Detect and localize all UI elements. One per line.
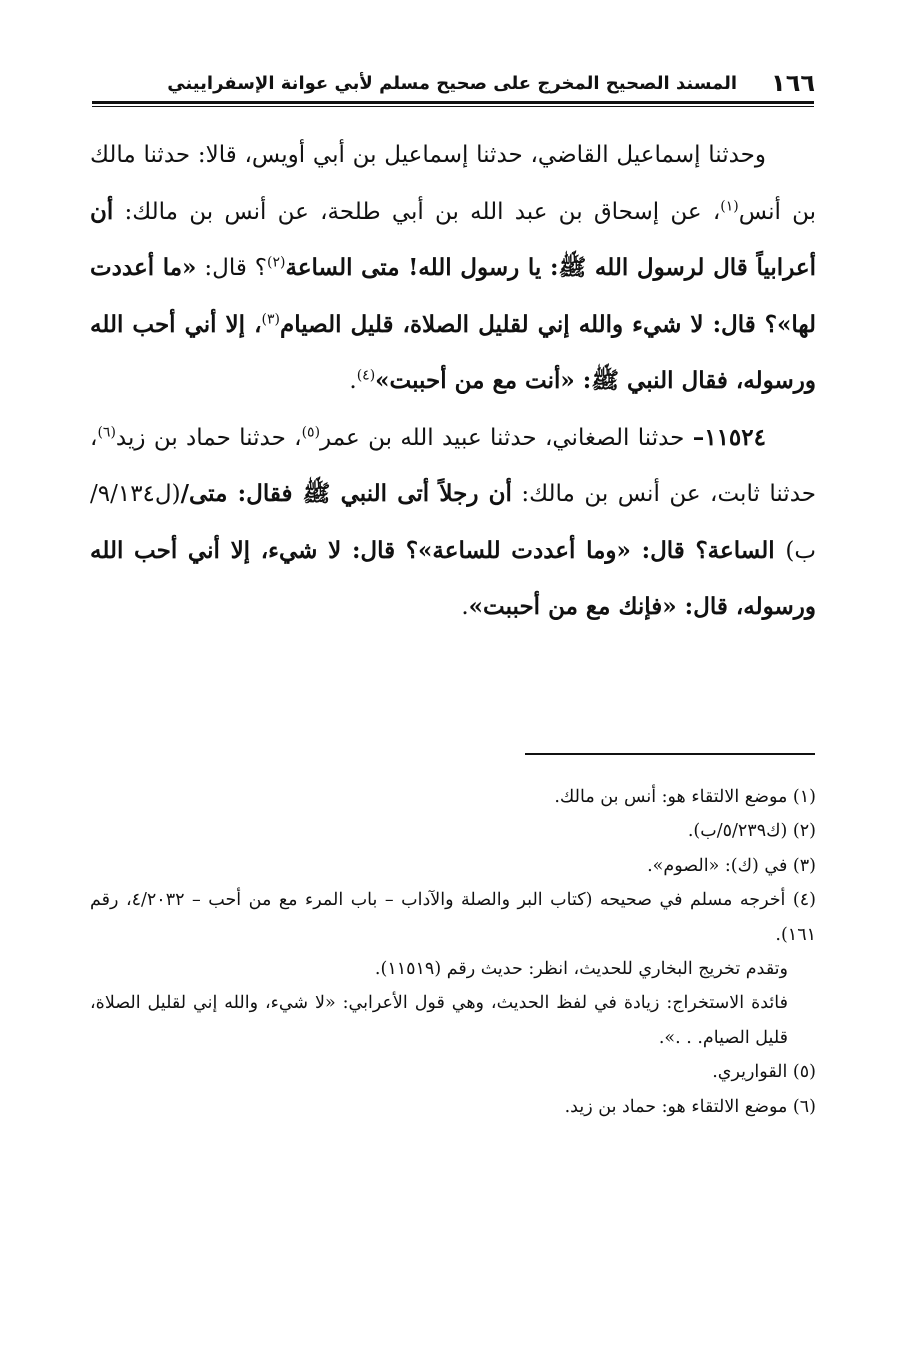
text-run: وحدثنا إسماعيل القاضي، حدثنا إسماعيل بن أبي أويس، قالا: حدثنا مالك بن أنس	[90, 142, 816, 225]
text-run: ؟ قال:	[196, 255, 268, 281]
text-run: ، حدثنا ثابت، عن أنس بن مالك:	[90, 424, 816, 507]
bold-hadith-text: «ما أعددت لها»؟ قال: لا شيء والله إني لقليل الصلاة، قليل الصيام	[90, 254, 816, 338]
running-header	[95, 66, 815, 100]
text-run: ، عن إسحاق بن عبد الله بن أبي طلحة، عن أنس بن مالك:	[113, 198, 721, 225]
header-rule	[92, 101, 814, 104]
header-rule-thin	[92, 106, 814, 107]
footnote-4-note: وتقدم تخريج البخاري للحديث، انظر: حديث رقم (١١٥١٩).	[374, 959, 788, 980]
footnote-marker-6[interactable]: (٦)	[97, 423, 116, 440]
footnote-marker-1[interactable]: (١)	[720, 197, 739, 214]
footnote-2: (٢) (ك٥/٢٣٩/ب).	[687, 821, 816, 842]
footnote-4: (٤) أخرجه مسلم في صحيحه (كتاب البر والصلة والآداب – باب المرء مع من أحب – ٤/٢٠٣٢، رقم ١٦١).	[90, 890, 816, 945]
manuscript-ref: (ل٩/١٣٤/ب)	[90, 481, 816, 564]
paragraph-1	[90, 128, 816, 410]
footnote-4-benefit: فائدة الاستخراج: زيادة في لفظ الحديث، وهي قول الأعرابي: «لا شيء، والله إني لقليل الصلاة، قليل الصيام. . .».	[90, 993, 788, 1048]
bold-hadith-text: أن رجلاً أتى النبي ﷺ فقال: متى/	[180, 480, 512, 507]
footnote-marker-2[interactable]: (٢)	[267, 254, 286, 271]
bold-hadith-text: أن أعرابياً قال لرسول الله ﷺ: يا رسول الله! متى الساعة	[90, 197, 816, 281]
text-run: .	[349, 368, 357, 394]
footnote-3: (٣) في (ك): «الصوم».	[647, 855, 816, 876]
text-run: ، حدثنا حماد بن زيد	[115, 424, 302, 451]
book-title: المسند الصحيح المخرج على صحيح مسلم لأبي عوانة الإسفراييني	[167, 72, 738, 94]
footnote-marker-4[interactable]: (٤)	[356, 367, 376, 384]
footnote-separator	[525, 753, 815, 755]
footnote-marker-5[interactable]: (٥)	[301, 423, 321, 440]
text-run: .	[461, 594, 469, 620]
footnote-6: (٦) موضع الالتقاء هو: حماد بن زيد.	[564, 1096, 816, 1117]
main-text	[90, 128, 816, 636]
paragraph-2	[90, 410, 816, 636]
bold-hadith-text: ، إلا أني أحب الله ورسوله، فقال النبي ﷺ: «أنت مع من أحببت»	[90, 310, 816, 394]
bold-hadith-text: الساعة؟ قال: «وما أعددت للساعة»؟ قال: لا شيء، إلا أني أحب الله ورسوله، قال: «فإنك مع من أحببت»	[90, 536, 816, 620]
text-run: حدثنا الصغاني، حدثنا عبيد الله بن عمر	[320, 424, 693, 451]
footnote-marker-3[interactable]: (٣)	[261, 310, 280, 327]
hadith-number: ١١٥٢٤–	[692, 423, 766, 451]
footnote-5: (٥) القواريري.	[712, 1062, 816, 1083]
page-number: ١٦٦	[771, 69, 815, 97]
footnote-1: (١) موضع الالتقاء هو: أنس بن مالك.	[554, 787, 816, 807]
footnotes	[90, 780, 816, 1124]
